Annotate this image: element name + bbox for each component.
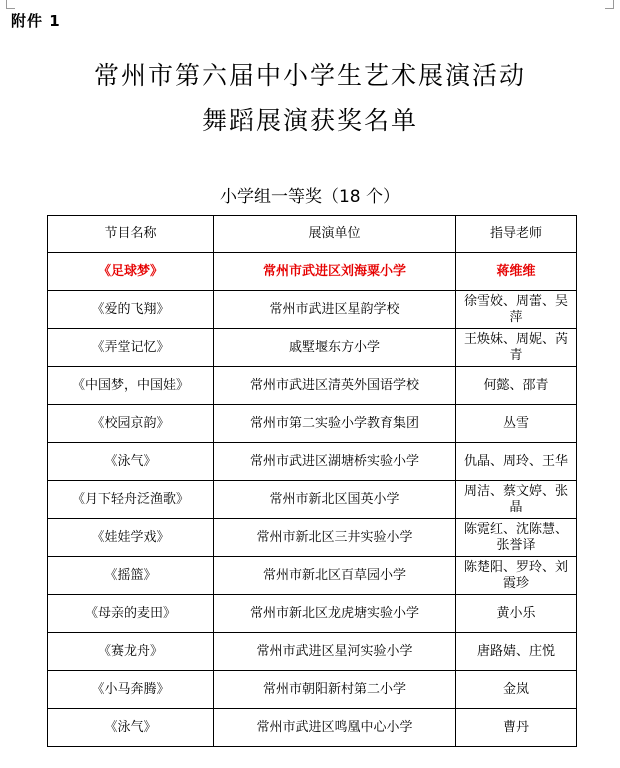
- teacher-cell: 曹丹: [456, 709, 577, 747]
- unit-cell: 常州市武进区鸣凰中心小学: [214, 709, 456, 747]
- table-row: [48, 557, 577, 595]
- program-cell: 《弄堂记忆》: [48, 329, 214, 367]
- unit-cell: 常州市第二实验小学教育集团: [214, 405, 456, 443]
- document-title-line1: 常州市第六届中小学生艺术展演活动: [93, 61, 526, 90]
- header-unit: 展演单位: [214, 216, 456, 253]
- header-program: 节目名称: [48, 216, 214, 253]
- table-row: [48, 709, 577, 747]
- corner-crop-mark: [6, 0, 15, 9]
- teacher-cell: 陈霓红、沈陈慧、张誉译: [456, 519, 577, 557]
- teacher-cell: 仇晶、周玲、王华: [456, 443, 577, 481]
- unit-cell: 常州市武进区星河实验小学: [214, 633, 456, 671]
- unit-cell: 常州市武进区清英外国语学校: [214, 367, 456, 405]
- teacher-cell: 周洁、蔡文婷、张晶: [456, 481, 577, 519]
- table-row: [48, 519, 577, 557]
- program-cell: 《泳气》: [48, 443, 214, 481]
- teacher-cell: 唐路婧、庄悦: [456, 633, 577, 671]
- program-cell: 《摇篮》: [48, 557, 214, 595]
- section-heading: 小学组一等奖（18 个）: [219, 187, 401, 207]
- program-cell: 《中国梦，中国娃》: [48, 367, 214, 405]
- table-row: [48, 253, 577, 291]
- table-row: [48, 405, 577, 443]
- program-cell: 《足球梦》: [48, 253, 214, 291]
- program-cell: 《母亲的麦田》: [48, 595, 214, 633]
- unit-cell: 常州市武进区湖塘桥实验小学: [214, 443, 456, 481]
- unit-cell: 常州市新北区龙虎塘实验小学: [214, 595, 456, 633]
- table-row: [48, 443, 577, 481]
- header-teacher: 指导老师: [456, 216, 577, 253]
- teacher-cell: 王焕妹、周妮、芮青: [456, 329, 577, 367]
- table-row: [48, 329, 577, 367]
- teacher-cell: 丛雪: [456, 405, 577, 443]
- teacher-cell: 金岚: [456, 671, 577, 709]
- table-header-row: [48, 216, 577, 253]
- table-row: [48, 481, 577, 519]
- program-cell: 《赛龙舟》: [48, 633, 214, 671]
- table-row: [48, 595, 577, 633]
- program-cell: 《娃娃学戏》: [48, 519, 214, 557]
- program-cell: 《校园京韵》: [48, 405, 214, 443]
- program-cell: 《泳气》: [48, 709, 214, 747]
- attachment-label: 附件 1: [11, 12, 61, 30]
- table-row: [48, 633, 577, 671]
- unit-cell: 常州市武进区刘海粟小学: [214, 253, 456, 291]
- unit-cell: 常州市武进区星韵学校: [214, 291, 456, 329]
- program-cell: 《月下轻舟泛渔歌》: [48, 481, 214, 519]
- teacher-cell: 蒋维维: [456, 253, 577, 291]
- unit-cell: 常州市新北区国英小学: [214, 481, 456, 519]
- teacher-cell: 徐雪姣、周蕾、吴萍: [456, 291, 577, 329]
- table-row: [48, 367, 577, 405]
- document-title-line2: 舞蹈展演获奖名单: [201, 106, 418, 135]
- unit-cell: 常州市新北区百草园小学: [214, 557, 456, 595]
- unit-cell: 常州市朝阳新村第二小学: [214, 671, 456, 709]
- unit-cell: 戚墅堰东方小学: [214, 329, 456, 367]
- teacher-cell: 陈楚阳、罗玲、刘霞珍: [456, 557, 577, 595]
- corner-crop-mark: [605, 0, 614, 9]
- awards-table: [47, 215, 577, 747]
- program-cell: 《爱的飞翔》: [48, 291, 214, 329]
- teacher-cell: 何懿、邵青: [456, 367, 577, 405]
- program-cell: 《小马奔腾》: [48, 671, 214, 709]
- table-row: [48, 291, 577, 329]
- teacher-cell: 黄小乐: [456, 595, 577, 633]
- table-row: [48, 671, 577, 709]
- unit-cell: 常州市新北区三井实验小学: [214, 519, 456, 557]
